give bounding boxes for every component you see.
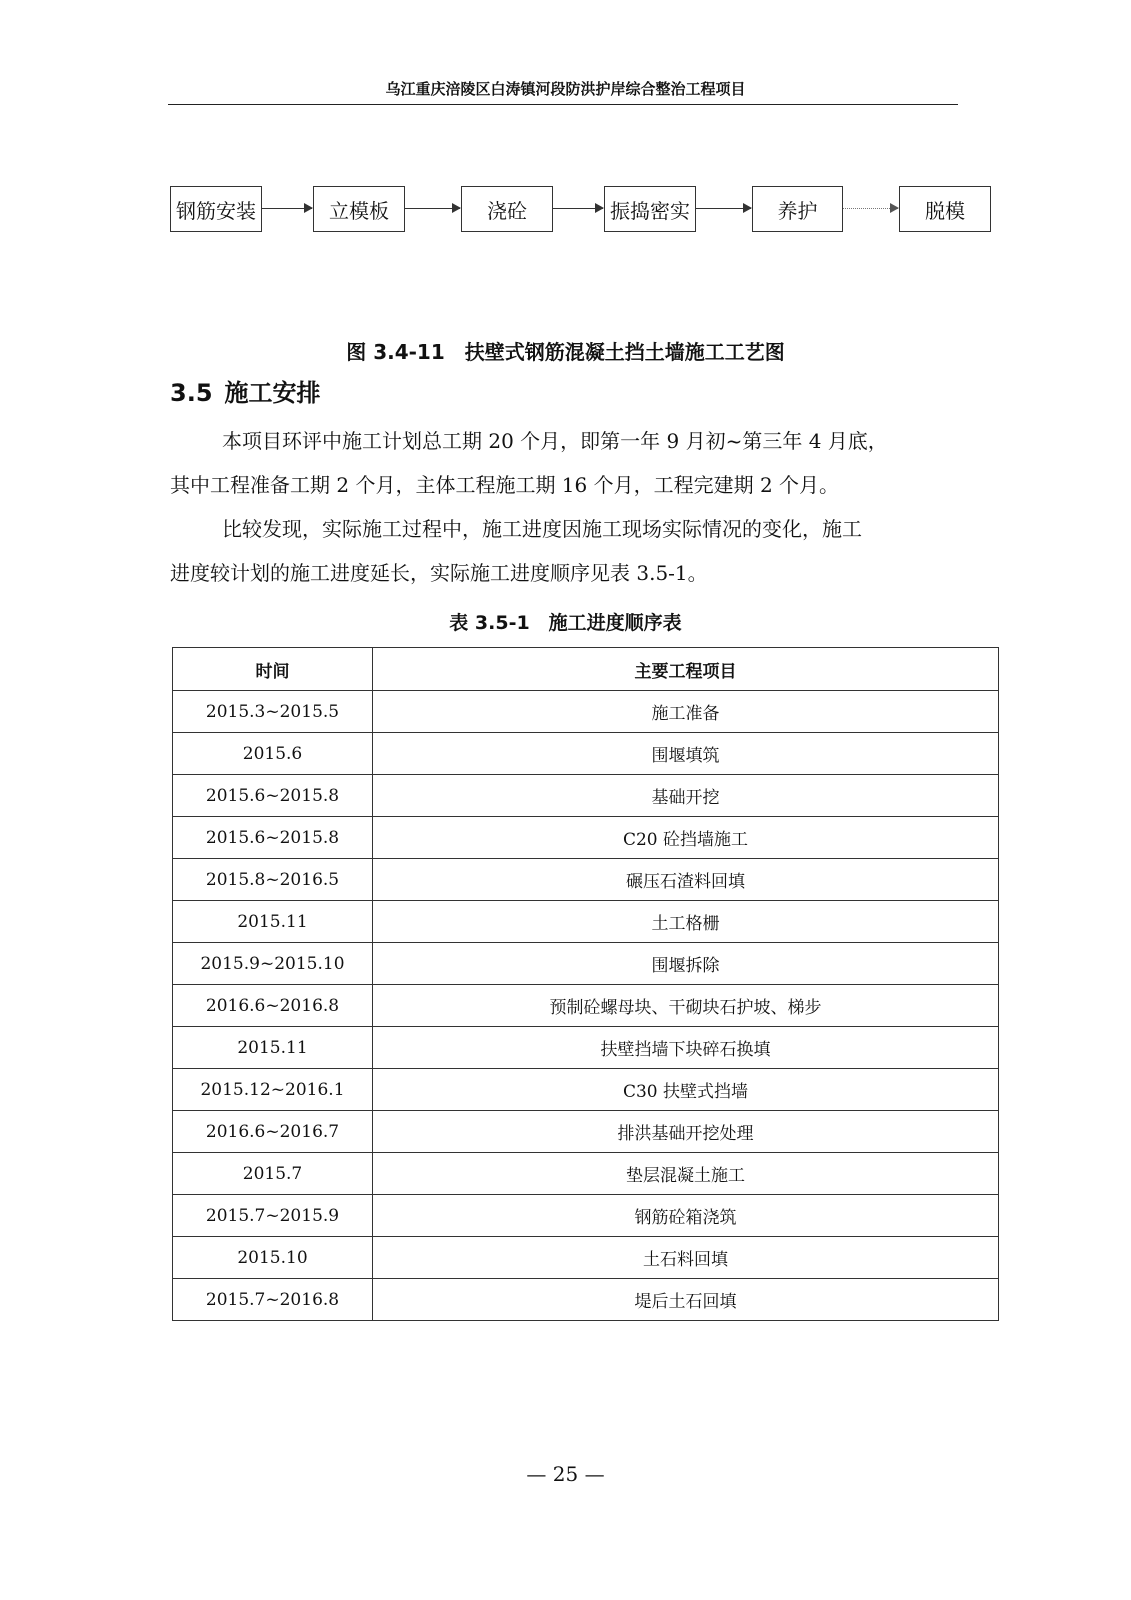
table-row — [173, 943, 999, 985]
cell-time: 2015.6~2015.8 — [173, 775, 373, 817]
table-row — [173, 985, 999, 1027]
cell-time: 2015.6 — [173, 733, 373, 775]
flow-arrow-3 — [553, 208, 603, 209]
cell-work-item: 堤后土石回填 — [373, 1279, 999, 1321]
flow-arrow-5 — [843, 208, 898, 209]
table-row — [173, 1111, 999, 1153]
flow-step-demold: 脱模 — [899, 186, 991, 232]
cell-time: 2015.3~2015.5 — [173, 691, 373, 733]
cell-work-item: 排洪基础开挖处理 — [373, 1111, 999, 1153]
cell-time: 2015.7~2016.8 — [173, 1279, 373, 1321]
cell-time: 2015.7 — [173, 1153, 373, 1195]
table-row — [173, 1069, 999, 1111]
section-number: 3.5 — [170, 379, 213, 407]
header-divider — [168, 104, 958, 105]
paragraph-schedule-plan — [170, 419, 960, 507]
section-title: 施工安排 — [224, 379, 321, 407]
table-row — [173, 691, 999, 733]
construction-schedule-table — [172, 647, 999, 1321]
paragraph-line: 其中工程准备工期 2 个月，主体工程施工期 16 个月，工程完建期 2 个月。 — [170, 473, 840, 497]
cell-time: 2016.6~2016.7 — [173, 1111, 373, 1153]
table-row — [173, 1237, 999, 1279]
cell-work-item: 基础开挖 — [373, 775, 999, 817]
flow-arrow-4 — [696, 208, 751, 209]
cell-work-item: 施工准备 — [373, 691, 999, 733]
paragraph-line: 比较发现，实际施工过程中，施工进度因施工现场实际情况的变化，施工 — [222, 517, 862, 541]
cell-time: 2015.12~2016.1 — [173, 1069, 373, 1111]
flow-step-pour-concrete: 浇砼 — [461, 186, 553, 232]
table-row — [173, 775, 999, 817]
column-header-main-works: 主要工程项目 — [373, 648, 999, 691]
page-number: — 25 — — [526, 1462, 605, 1486]
page-header-title: 乌江重庆涪陵区白涛镇河段防洪护岸综合整治工程项目 — [385, 80, 746, 98]
cell-work-item: 围堰拆除 — [373, 943, 999, 985]
cell-work-item: 碾压石渣料回填 — [373, 859, 999, 901]
paragraph-line: 本项目环评中施工计划总工期 20 个月，即第一年 9 月初~第三年 4 月底， — [222, 429, 888, 453]
paragraph-line: 进度较计划的施工进度延长，实际施工进度顺序见表 3.5-1。 — [170, 561, 708, 585]
cell-work-item: 钢筋砼箱浇筑 — [373, 1195, 999, 1237]
table-row — [173, 1153, 999, 1195]
table-row — [173, 1195, 999, 1237]
cell-work-item: 土石料回填 — [373, 1237, 999, 1279]
table-row — [173, 1279, 999, 1321]
flow-arrow-1 — [262, 208, 312, 209]
flow-arrow-2 — [405, 208, 460, 209]
flow-step-rebar-install: 钢筋安装 — [170, 186, 262, 232]
cell-time: 2015.7~2015.9 — [173, 1195, 373, 1237]
cell-time: 2015.9~2015.10 — [173, 943, 373, 985]
cell-time: 2015.10 — [173, 1237, 373, 1279]
cell-work-item: 围堰填筑 — [373, 733, 999, 775]
paragraph-actual-progress — [170, 507, 960, 595]
flow-step-curing: 养护 — [752, 186, 843, 232]
section-heading — [170, 373, 321, 408]
table-row — [173, 817, 999, 859]
flow-step-vibrate-compact: 振捣密实 — [604, 186, 696, 232]
cell-time: 2015.6~2015.8 — [173, 817, 373, 859]
cell-time: 2015.11 — [173, 1027, 373, 1069]
cell-work-item: 土工格栅 — [373, 901, 999, 943]
table-row — [173, 733, 999, 775]
table-row — [173, 901, 999, 943]
table-row — [173, 1027, 999, 1069]
table-header-row — [173, 648, 999, 691]
cell-work-item: C30 扶壁式挡墙 — [373, 1069, 999, 1111]
cell-work-item: C20 砼挡墙施工 — [373, 817, 999, 859]
cell-work-item: 垫层混凝土施工 — [373, 1153, 999, 1195]
figure-caption: 图 3.4-11 扶壁式钢筋混凝土挡土墙施工工艺图 — [346, 340, 785, 364]
cell-work-item: 扶壁挡墙下块碎石换填 — [373, 1027, 999, 1069]
table-caption: 表 3.5-1 施工进度顺序表 — [449, 612, 682, 634]
column-header-time: 时间 — [173, 648, 373, 691]
cell-time: 2015.11 — [173, 901, 373, 943]
flow-step-formwork: 立模板 — [313, 186, 405, 232]
cell-work-item: 预制砼螺母块、干砌块石护坡、梯步 — [373, 985, 999, 1027]
table-row — [173, 859, 999, 901]
cell-time: 2015.8~2016.5 — [173, 859, 373, 901]
cell-time: 2016.6~2016.8 — [173, 985, 373, 1027]
